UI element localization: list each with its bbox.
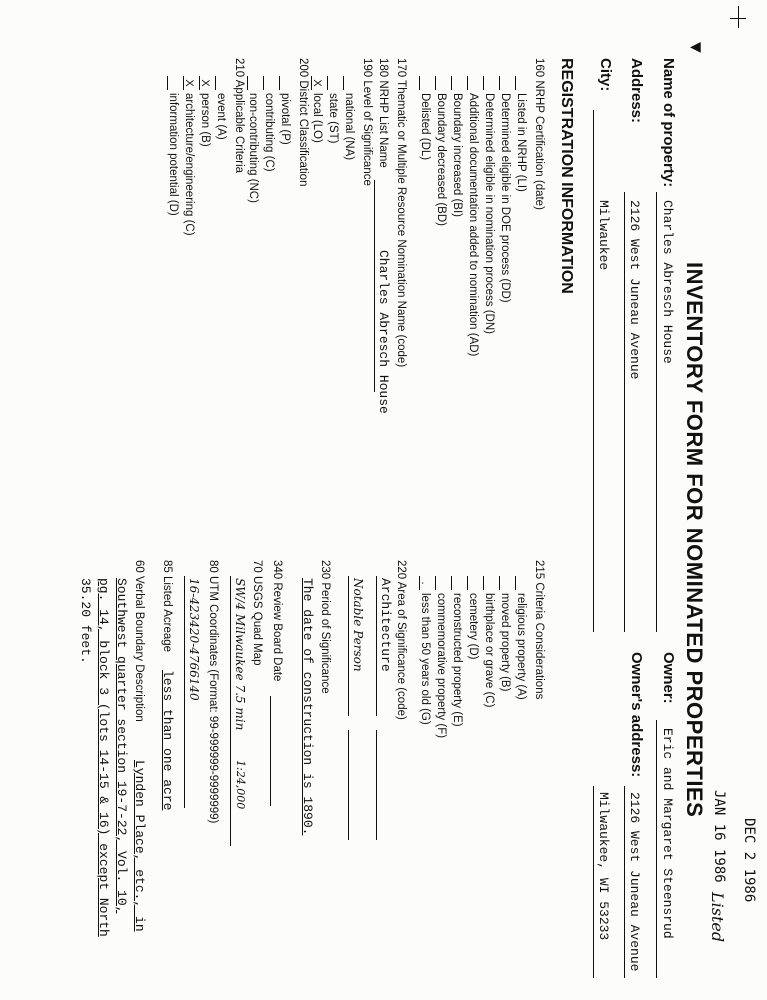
form-title: INVENTORY FORM FOR NOMINATED PROPERTIES <box>682 262 707 818</box>
check-blank[interactable] <box>435 76 446 90</box>
checklist-item: birthplace or grave (C) <box>483 576 499 738</box>
check-blank[interactable] <box>215 76 226 90</box>
level-of-significance-list <box>311 76 359 160</box>
significance-area-2: Notable Person <box>351 578 365 672</box>
property-address: 2126 West Juneau Avenue <box>627 200 642 380</box>
check-blank[interactable] <box>499 576 510 590</box>
checklist-item: Boundary decreased (BD) <box>435 76 451 356</box>
field-220-label: 220 Area of Significance (code) <box>395 560 407 720</box>
checklist-item: state (ST) <box>327 76 343 160</box>
checklist-item: non-contributing (NC) <box>247 76 263 203</box>
owner-address-line2: Milwaukee, WI 53233 <box>596 792 611 941</box>
usgs-scale: 1:24,000 <box>234 760 247 810</box>
owner-address-line1-rule <box>624 786 625 978</box>
checklist-item: event (A) <box>215 76 231 236</box>
checklist-item: . less than 50 years old (G) <box>419 576 435 738</box>
owner-address-line2-rule <box>593 786 594 978</box>
boundary-line-2: Southwest quarter section 19-7-22, Vol. 10, <box>114 578 129 914</box>
field-170-label: 170 Thematic or Multiple Resource Nomination Name (code) <box>395 58 407 368</box>
boundary-line-4: 35.20 feet. <box>78 578 93 664</box>
checklist-item: religious property (A) <box>515 576 531 738</box>
checklist-item: X person (B) <box>199 76 215 236</box>
check-blank[interactable] <box>167 76 178 90</box>
district-classification-list <box>247 76 295 203</box>
field-160-label: 160 NRHP Certification (date) <box>533 58 545 210</box>
checklist-item: Determined eligible in DOE process (DD) <box>499 76 515 356</box>
utm-coordinates-line <box>184 576 185 808</box>
check-blank[interactable] <box>515 576 526 590</box>
address-label: Address: <box>628 58 645 124</box>
significance-area-2-line <box>348 576 349 716</box>
check-blank[interactable] <box>499 76 510 90</box>
property-city: Milwaukee <box>596 200 611 271</box>
check-blank[interactable] <box>451 576 462 590</box>
checklist-item: pivotal (P) <box>279 76 295 203</box>
checklist-item: information potential (D) <box>167 76 183 236</box>
nrhp-certification-list <box>419 76 531 356</box>
margin-arrow-icon: ◀ <box>690 38 701 54</box>
field-60-label: 60 Verbal Boundary Description <box>133 560 145 722</box>
check-blank[interactable] <box>435 576 446 590</box>
significance-area-1b-line <box>376 730 377 840</box>
boundary-line-1: Lynden Place, etc., in <box>132 760 147 932</box>
check-blank[interactable] <box>467 576 478 590</box>
owner-name: Eric and Margaret Steensrud <box>660 728 675 939</box>
significance-area-1: Architecture <box>378 578 393 672</box>
field-215-label: 215 Criteria Considerations <box>533 560 545 700</box>
checklist-item: X architecture/engineering (C) <box>183 76 199 236</box>
checklist-item: national (NA) <box>343 76 359 160</box>
field-190-label: 190 Level of Significance <box>361 58 373 186</box>
check-blank[interactable]: X <box>183 76 194 90</box>
checklist-item: reconstructed property (E) <box>451 576 467 738</box>
utm-coordinates: 16-423420-4766140 <box>187 578 201 701</box>
check-blank[interactable]: . <box>419 576 430 590</box>
boundary-line-3: pg. 14, block 3 (lots 14-15 & 16) except North <box>96 578 111 937</box>
nrhp-list-name-line <box>374 180 375 392</box>
date-stamp: JAN 16 1986 <box>711 790 727 883</box>
review-board-date-line <box>270 696 271 806</box>
owner-address-label: Owner's address: <box>628 652 645 778</box>
check-blank[interactable] <box>515 76 526 90</box>
check-blank[interactable] <box>483 576 494 590</box>
property-name-line <box>656 192 657 632</box>
field-210-label: 210 Applicable Criteria <box>233 58 245 174</box>
owner-name-line <box>656 720 657 978</box>
check-blank[interactable] <box>263 76 274 90</box>
checklist-item: Determined eligible in nomination process (DN) <box>483 76 499 356</box>
checklist-item: cemetery (D) <box>467 576 483 738</box>
usgs-quad-map-line <box>230 576 231 846</box>
check-blank[interactable]: X <box>199 76 210 90</box>
checklist-item: contributing (C) <box>263 76 279 203</box>
significance-area-1-line <box>376 576 377 716</box>
checklist-item: Delisted (DL) <box>419 76 435 356</box>
field-230-label: 230 Period of Significance <box>319 560 331 694</box>
checklist-item: Listed in NRHP (LI) <box>515 76 531 356</box>
usgs-quad-map: SW/4 Milwaukee 7.5 min <box>233 578 247 731</box>
name-label: Name of property: <box>660 58 677 188</box>
owner-label: Owner: <box>660 652 677 704</box>
registration-heading: REGISTRATION INFORMATION <box>558 58 575 294</box>
check-blank[interactable] <box>451 76 462 90</box>
field-70-label: 70 USGS Quad Map <box>251 560 263 666</box>
applicable-criteria-list <box>167 76 231 236</box>
checklist-item: Boundary increased (BI) <box>451 76 467 356</box>
field-340-label: 340 Review Board Date <box>271 560 283 682</box>
check-blank[interactable] <box>279 76 290 90</box>
check-blank[interactable] <box>483 76 494 90</box>
check-blank[interactable] <box>419 76 430 90</box>
check-blank[interactable] <box>467 76 478 90</box>
checklist-item: Additional documentation added to nomination (AD) <box>467 76 483 356</box>
check-blank[interactable] <box>247 76 258 90</box>
checklist-item: commemorative property (F) <box>435 576 451 738</box>
field-85-label: 85 Listed Acreage <box>161 560 173 653</box>
field-200-label: 200 District Classification <box>297 58 309 187</box>
field-80-label: 80 UTM Coordinates (Format: 99-999999-9999999) <box>207 560 219 824</box>
checklist-item: X local (LO) <box>311 76 327 160</box>
criteria-considerations-list <box>419 576 531 738</box>
check-blank[interactable]: X <box>311 76 322 90</box>
nrhp-list-name: Charles Abresch House <box>376 250 391 414</box>
owner-address-line1: 2126 West Juneau Avenue <box>627 792 642 972</box>
received-stamp: DEC 2 1986 <box>741 818 757 903</box>
property-address-line <box>624 192 625 632</box>
property-name: Charles Abresch House <box>660 200 675 364</box>
property-city-line <box>593 110 594 632</box>
city-label: City: <box>597 58 614 92</box>
listed-acreage: less than one acre <box>160 670 175 811</box>
significance-area-2b-line <box>348 730 349 840</box>
listed-handwritten: Listed <box>708 892 727 943</box>
checklist-item: moved property (B) <box>499 576 515 738</box>
field-180-label: 180 NRHP List Name <box>377 58 389 168</box>
check-blank[interactable] <box>343 76 354 90</box>
period-of-significance: The date of construction is 1890. <box>300 578 315 836</box>
check-blank[interactable] <box>327 76 338 90</box>
